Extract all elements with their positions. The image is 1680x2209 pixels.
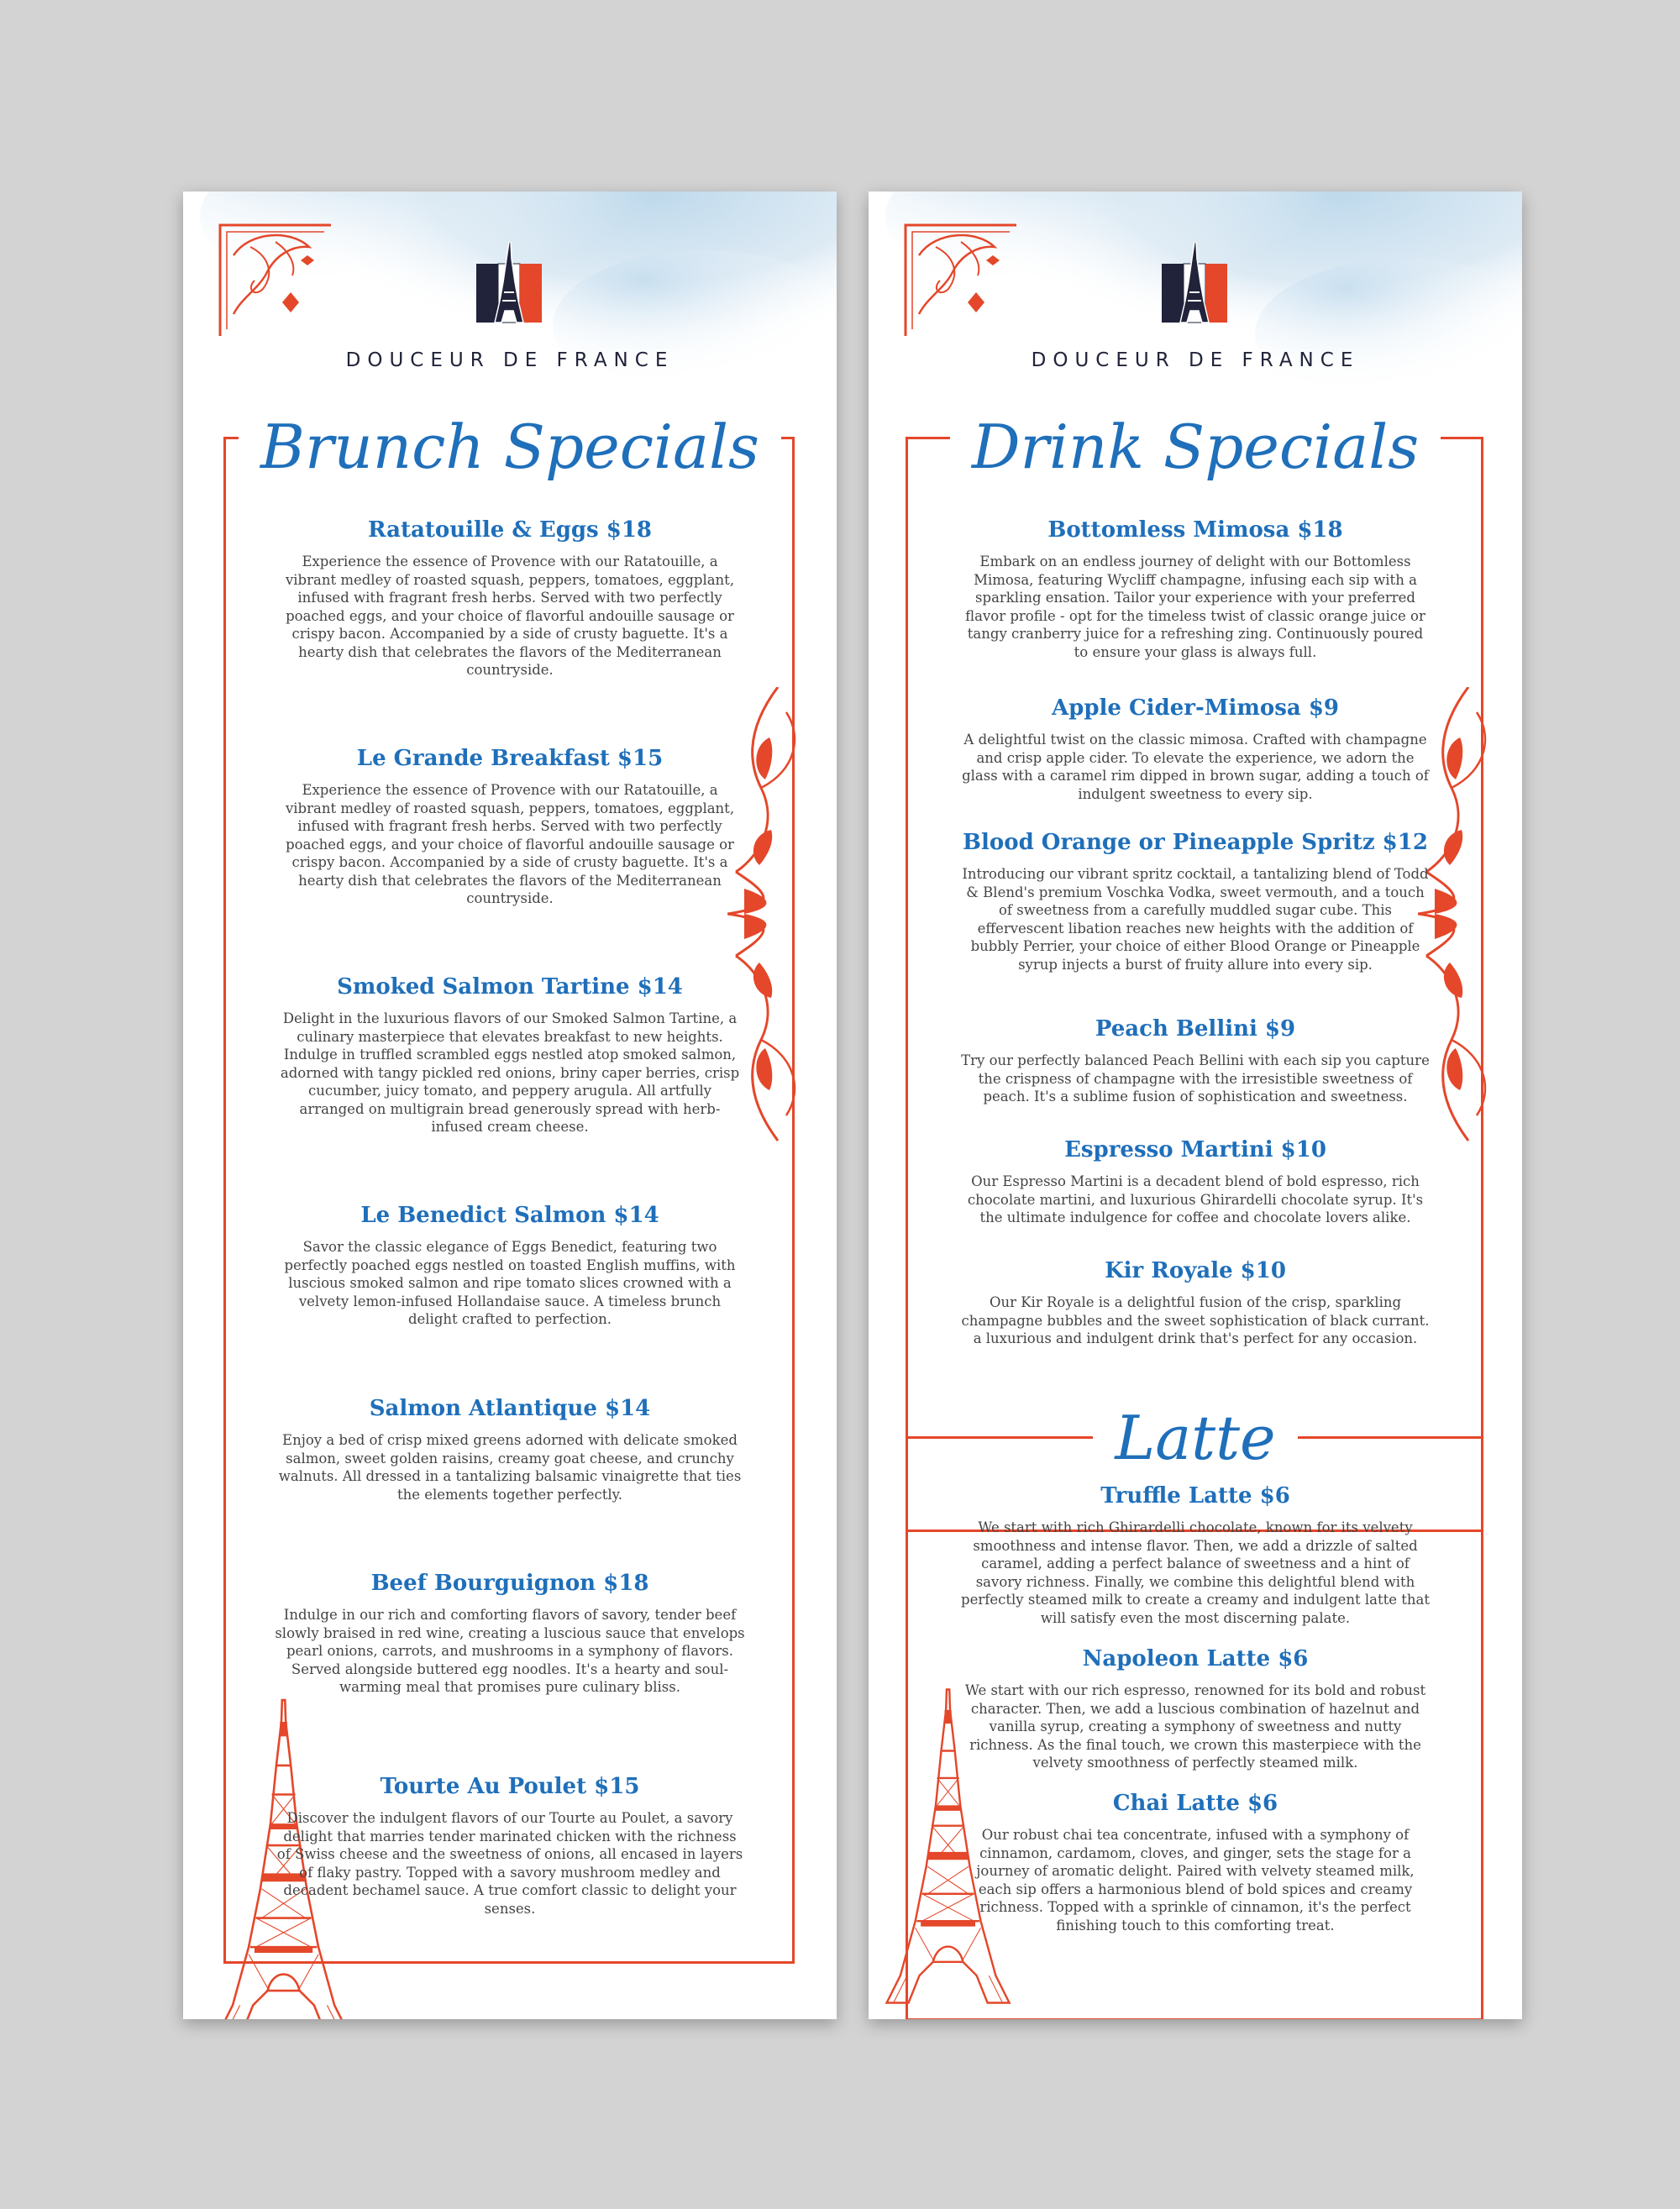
item-title: Napoleon Latte $6	[1082, 1646, 1309, 1671]
item-title: Peach Bellini $9	[1095, 1016, 1296, 1042]
menu-item	[234, 1203, 786, 1329]
menu-item	[919, 1258, 1472, 1348]
menu-item	[919, 830, 1472, 973]
item-title: Chai Latte $6	[1112, 1791, 1278, 1816]
item-description: Experience the essence of Provence with our Ratatouille, a vibrant medley of roasted squash, peppers, tomatoes, eggplant, infused with fragrant fresh herbs. Served with two perfectly poached eggs, and your choice of flavorful andouille sausage or crispy bacon. Accompanied by a side of crusty baguette. It's a hearty dish that celebrates the flavors of the Mediterranean countryside.	[285, 782, 735, 906]
brand-name: DOUCEUR DE FRANCE	[345, 349, 675, 371]
item-title: Smoked Salmon Tartine $14	[337, 974, 683, 1000]
item-description: We start with our rich espresso, renowned for its bold and robust character. Then, we add a luscious combination of hazelnut and vanilla syrup, creating a symphony of sweetness and nutty richness. As the final touch, we crown this masterpiece with the velvety smoothness of perfectly steamed milk.	[964, 1682, 1426, 1771]
item-title: Le Benedict Salmon $14	[360, 1203, 659, 1228]
item-title: Salmon Atlantique $14	[369, 1396, 651, 1421]
menu-item	[234, 974, 786, 1136]
item-description: Our Kir Royale is a delightful fusion of the crisp, sparkling champagne bubbles and the sweet sophistication of black currant. a luxurious and indulgent drink that's perfect for any occasion.	[961, 1294, 1430, 1346]
brunch-specials-title: Brunch Specials	[239, 412, 781, 482]
item-description: We start with rich Ghirardelli chocolate, known for its velvety smoothness and intense flavor. Then, we add a drizzle of salted caramel, adding a perfect balance of sweetness and a hint of savory richness. Finally, we combine this delightful blend with perfectly steamed milk to create a creamy and indulgent latte that will satisfy even the most discerning palate.	[961, 1519, 1430, 1626]
menu-item	[919, 517, 1472, 661]
item-description: Discover the indulgent flavors of our Tourte au Poulet, a savory delight that marries tender marinated chicken with the richness of Swiss cheese and the sweetness of onions, all encased in layers of flaky pastry. Topped with a savory mushroom medley and decadent bechamel sauce. A true comfort classic to delight your senses.	[276, 1810, 743, 1917]
item-title: Blood Orange or Pineapple Spritz $12	[963, 830, 1428, 855]
menu-item	[919, 1137, 1472, 1227]
drink-menu-card	[869, 192, 1522, 2019]
menu-item	[919, 695, 1472, 803]
item-description: Delight in the luxurious flavors of our Smoked Salmon Tartine, a culinary masterpiece that elevates breakfast to new heights. Indulge in truffled scrambled eggs nestled atop smoked salmon, adorned with tangy pickled red onions, briny caper berries, crisp cucumber, juicy tomato, and peppery arugula. All artfully arranged on multigrain bread generously spread with herb-infused cream cheese.	[280, 1010, 740, 1135]
menu-item	[234, 1774, 786, 1918]
menu-item	[234, 517, 786, 679]
eiffel-flag-logo-icon	[1162, 242, 1229, 326]
menu-item	[234, 746, 786, 908]
menu-item	[919, 1791, 1472, 1934]
logo	[869, 242, 1522, 343]
menu-item	[919, 1016, 1472, 1106]
item-title: Le Grande Breakfast $15	[356, 746, 664, 771]
item-title: Beef Bourguignon $18	[370, 1571, 649, 1596]
menu-item	[234, 1571, 786, 1697]
item-description: A delightful twist on the classic mimosa. Crafted with champagne and crisp apple cider. To elevate the experience, we adorn the glass with a caramel rim dipped in brown sugar, adding a touch of indulgent sweetness to every sip.	[962, 732, 1429, 802]
item-title: Truffle Latte $6	[1100, 1483, 1290, 1509]
section-title	[183, 412, 837, 482]
menu-item	[234, 1396, 786, 1503]
menu-item	[919, 1483, 1472, 1627]
latte-title: Latte	[1093, 1403, 1297, 1473]
logo	[183, 242, 837, 343]
drink-specials-title: Drink Specials	[950, 412, 1441, 482]
brunch-menu-card	[183, 192, 837, 2019]
item-title: Ratatouille & Eggs $18	[367, 517, 653, 543]
eiffel-flag-logo-icon	[476, 242, 543, 326]
section-title	[869, 412, 1522, 482]
item-title: Espresso Martini $10	[1064, 1137, 1326, 1162]
item-title: Apple Cider-Mimosa $9	[1051, 695, 1339, 721]
item-description: Introducing our vibrant spritz cocktail, a tantalizing blend of Todd & Blend's premium Voschka Vodka, sweet vermouth, and a touch of sweetness from a carefully muddled sugar cube. This effervescent libation reaches new heights with the addition of bubbly Perrier, your choice of either Blood Orange or Pineapple syrup injects a burst of fruity allure into every sip.	[962, 866, 1429, 973]
menu-item	[919, 1646, 1472, 1772]
item-title: Tourte Au Poulet $15	[380, 1774, 640, 1799]
item-title: Kir Royale $10	[1105, 1258, 1286, 1283]
item-description: Try our perfectly balanced Peach Bellini with each sip you capture the crispness of champagne with the irresistible sweetness of peach. It's a sublime fusion of sophistication and sweetness.	[961, 1052, 1430, 1104]
item-description: Our robust chai tea concentrate, infused with a symphony of cinnamon, cardamom, cloves, and ginger, sets the stage for a journey of aromatic delight. Paired with velvety steamed milk, each sip offers a harmonious blend of bold spices and creamy richness. Topped with a sprinkle of cinnamon, it's the perfect finishing touch to this comforting treat.	[976, 1827, 1415, 1934]
section-title	[869, 1403, 1522, 1473]
item-description: Experience the essence of Provence with our Ratatouille, a vibrant medley of roasted squash, peppers, tomatoes, eggplant, infused with fragrant fresh herbs. Served with two perfectly poached eggs, and your choice of flavorful andouille sausage or crispy bacon. Accompanied by a side of crusty baguette. It's a hearty dish that celebrates the flavors of the Mediterranean countryside.	[285, 554, 735, 678]
item-description: Enjoy a bed of crisp mixed greens adorned with delicate smoked salmon, sweet golden raisins, creamy goat cheese, and crunchy walnuts. All dressed in a tantalizing balsamic vinaigrette that ties the elements together perfectly.	[278, 1432, 742, 1503]
item-description: Savor the classic elegance of Eggs Benedict, featuring two perfectly poached eggs nestled on toasted English muffins, with luscious smoked salmon and ripe tomato slices crowned with a velvety lemon-infused Hollandaise sauce. A timeless brunch delight crafted to perfection.	[284, 1239, 736, 1327]
item-title: Bottomless Mimosa $18	[1047, 517, 1343, 543]
brand-name: DOUCEUR DE FRANCE	[1031, 349, 1360, 371]
item-description: Our Espresso Martini is a decadent blend of bold espresso, rich chocolate martini, and luxurious Ghirardelli chocolate syrup. It's the ultimate indulgence for coffee and chocolate lovers alike.	[967, 1173, 1424, 1225]
item-description: Indulge in our rich and comforting flavors of savory, tender beef slowly braised in red wine, creating a luscious sauce that envelops pearl onions, carrots, and mushrooms in a symphony of flavors. Served alongside buttered egg noodles. It's a hearty and soul-warming meal that promises pure culinary bliss.	[275, 1607, 745, 1695]
item-description: Embark on an endless journey of delight with our Bottomless Mimosa, featuring Wycliff champagne, infusing each sip with a sparkling ensation. Tailor your experience with your preferred flavor profile - opt for the timeless twist of classic orange juice or tangy cranberry juice for a refreshing zing. Continuously poured to ensure your glass is always full.	[965, 554, 1425, 660]
